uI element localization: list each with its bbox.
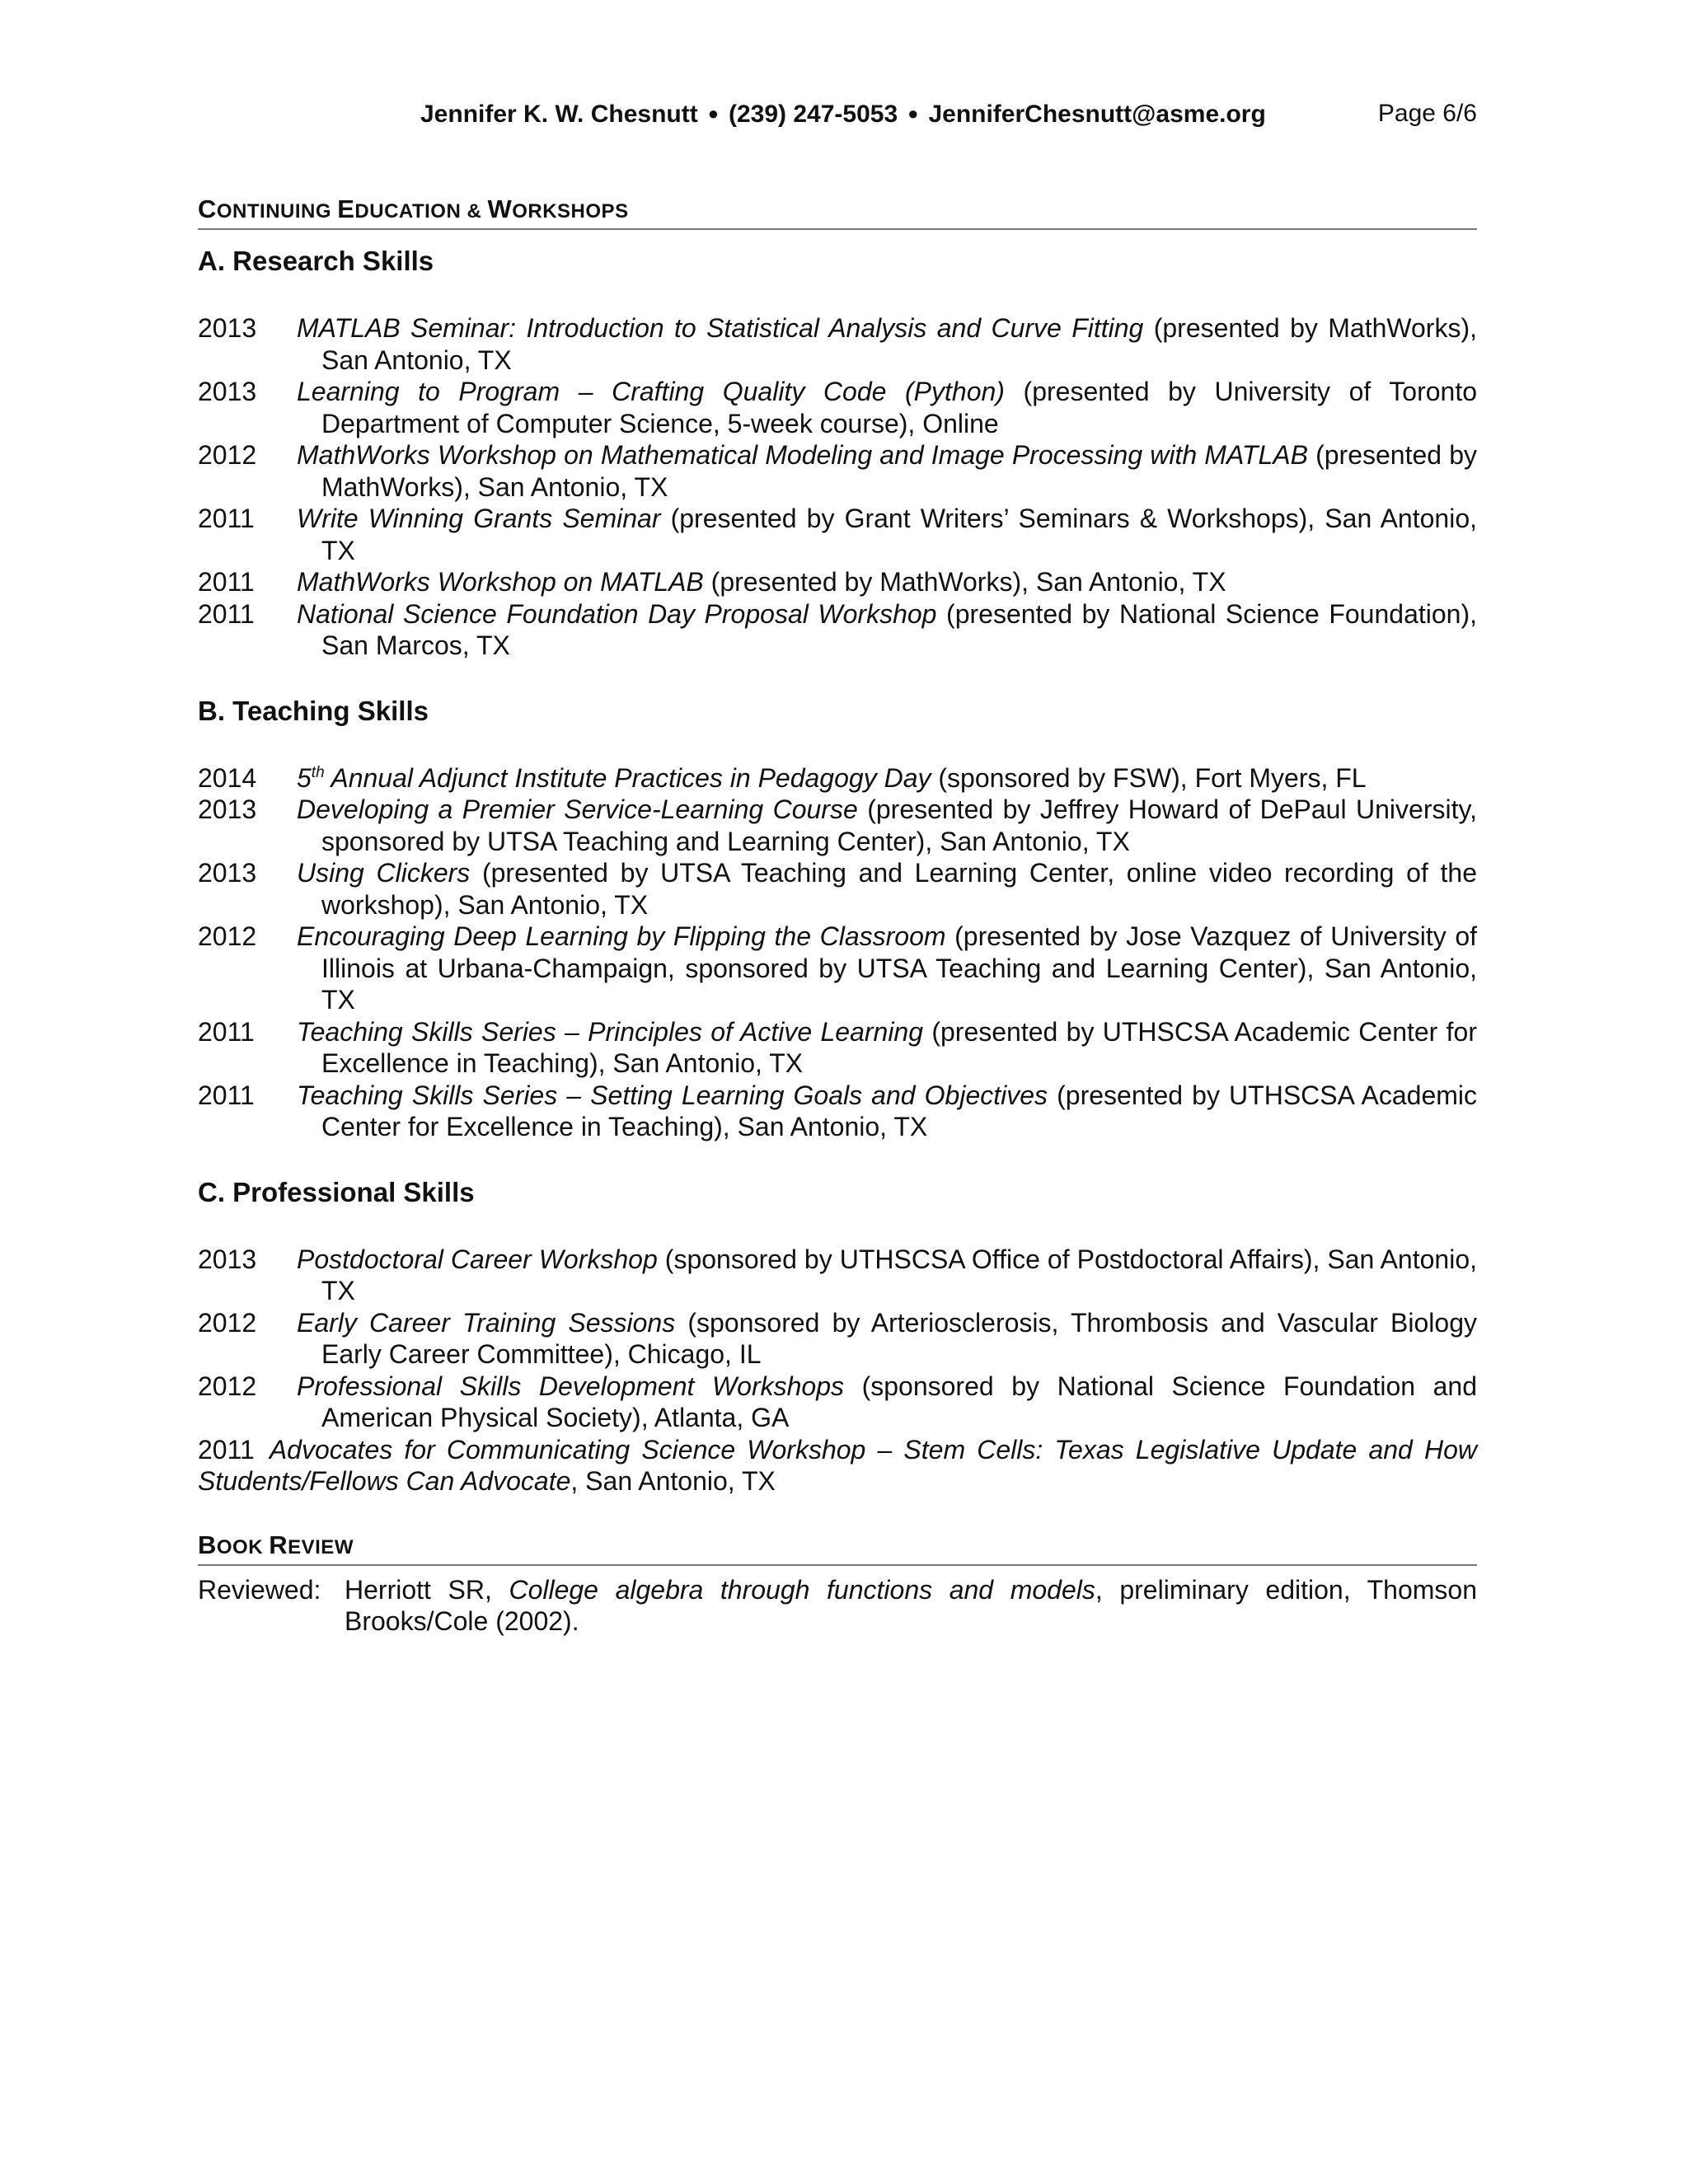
list-item: 2013 Learning to Program – Crafting Quality Code (Python) (presented by University of Toronto Department of Computer Science, 5-week course), Online: [198, 377, 1478, 438]
book-review-entry: Reviewed: Herriott SR, College algebra through functions and models, preliminary edition, Thomson Brooks/Cole (2002).: [198, 1574, 1478, 1636]
phone-number: (239) 247-5053: [729, 101, 898, 128]
list-item: 2012 Encouraging Deep Learning by Flipping the Classroom (presented by Jose Vazquez of University of Illinois at Urbana-Champaign, sponsored by UTSA Teaching and Learning Center), San Antonio, TX: [198, 921, 1478, 1015]
author-name: Jennifer K. W. Chesnutt: [420, 101, 698, 128]
list-item: 2013 Using Clickers (presented by UTSA Teaching and Learning Center, online video recording of the workshop), San Antonio, TX: [198, 858, 1477, 920]
page-header: [198, 96, 1477, 132]
bullet-separator-icon: ●: [907, 103, 919, 124]
section-title-continuing-education: CONTINUING EDUCATION & WORKSHOPS: [198, 194, 1477, 230]
list-item: 2011 Advocates for Communicating Science Workshop – Stem Cells: Texas Legislative Update and How Students/Fellows Can Advocate, San Antonio, TX: [198, 1434, 1477, 1496]
page-number: Page 6/6: [1377, 100, 1477, 127]
list-item: 2013 MATLAB Seminar: Introduction to Statistical Analysis and Curve Fitting (presented by MathWorks), San Antonio, TX: [198, 313, 1478, 375]
list-item: 2012 Professional Skills Development Workshops (sponsored by National Science Foundation and American Physical Society), Atlanta, GA: [198, 1371, 1478, 1432]
contact-line: [420, 96, 1266, 133]
research-list: [198, 312, 1477, 662]
list-item: 2013 Postdoctoral Career Workshop (sponsored by UTHSCSA Office of Postdoctoral Affairs), San Antonio, TX: [198, 1244, 1478, 1305]
subsection-title-research: A. Research Skills: [198, 246, 434, 276]
list-item: 2011 MathWorks Workshop on MATLAB (presented by MathWorks), San Antonio, TX: [198, 567, 1226, 597]
bullet-separator-icon: ●: [707, 103, 719, 124]
list-item: 2011 Teaching Skills Series – Principles of Active Learning (presented by UTHSCSA Academic Center for Excellence in Teaching), San Antonio, TX: [198, 1016, 1478, 1078]
teaching-list: [198, 762, 1477, 1143]
list-item: 2014 5th Annual Adjunct Institute Practices in Pedagogy Day (sponsored by FSW), Fort Myers, FL: [198, 762, 1367, 793]
email-address: JenniferChesnutt@asme.org: [928, 101, 1266, 128]
section-title-book-review: BOOK REVIEW: [198, 1530, 1477, 1566]
subsection-title-teaching: B. Teaching Skills: [198, 695, 429, 726]
subsection-title-professional: C. Professional Skills: [198, 1176, 475, 1207]
list-item: 2013 Developing a Premier Service-Learning Course (presented by Jeffrey Howard of DePaul University, sponsored by UTSA Teaching and Learning Center), San Antonio, TX: [198, 794, 1478, 856]
list-item: 2011 Write Winning Grants Seminar (presented by Grant Writers’ Seminars & Workshops), San Antonio, TX: [198, 504, 1477, 565]
page-content: [198, 194, 1477, 1638]
list-item: 2011 Teaching Skills Series – Setting Learning Goals and Objectives (presented by UTHSCSA Academic Center for Excellence in Teaching), San Antonio, TX: [198, 1080, 1478, 1141]
list-item: 2012 MathWorks Workshop on Mathematical Modeling and Image Processing with MATLAB (presented by MathWorks), San Antonio, TX: [198, 440, 1478, 502]
professional-list: [198, 1244, 1477, 1497]
list-item: 2012 Early Career Training Sessions (sponsored by Arteriosclerosis, Thrombosis and Vascular Biology Early Career Committee), Chicago, IL: [198, 1307, 1478, 1369]
list-item: 2011 National Science Foundation Day Proposal Workshop (presented by National Science Foundation), San Marcos, TX: [198, 598, 1478, 660]
